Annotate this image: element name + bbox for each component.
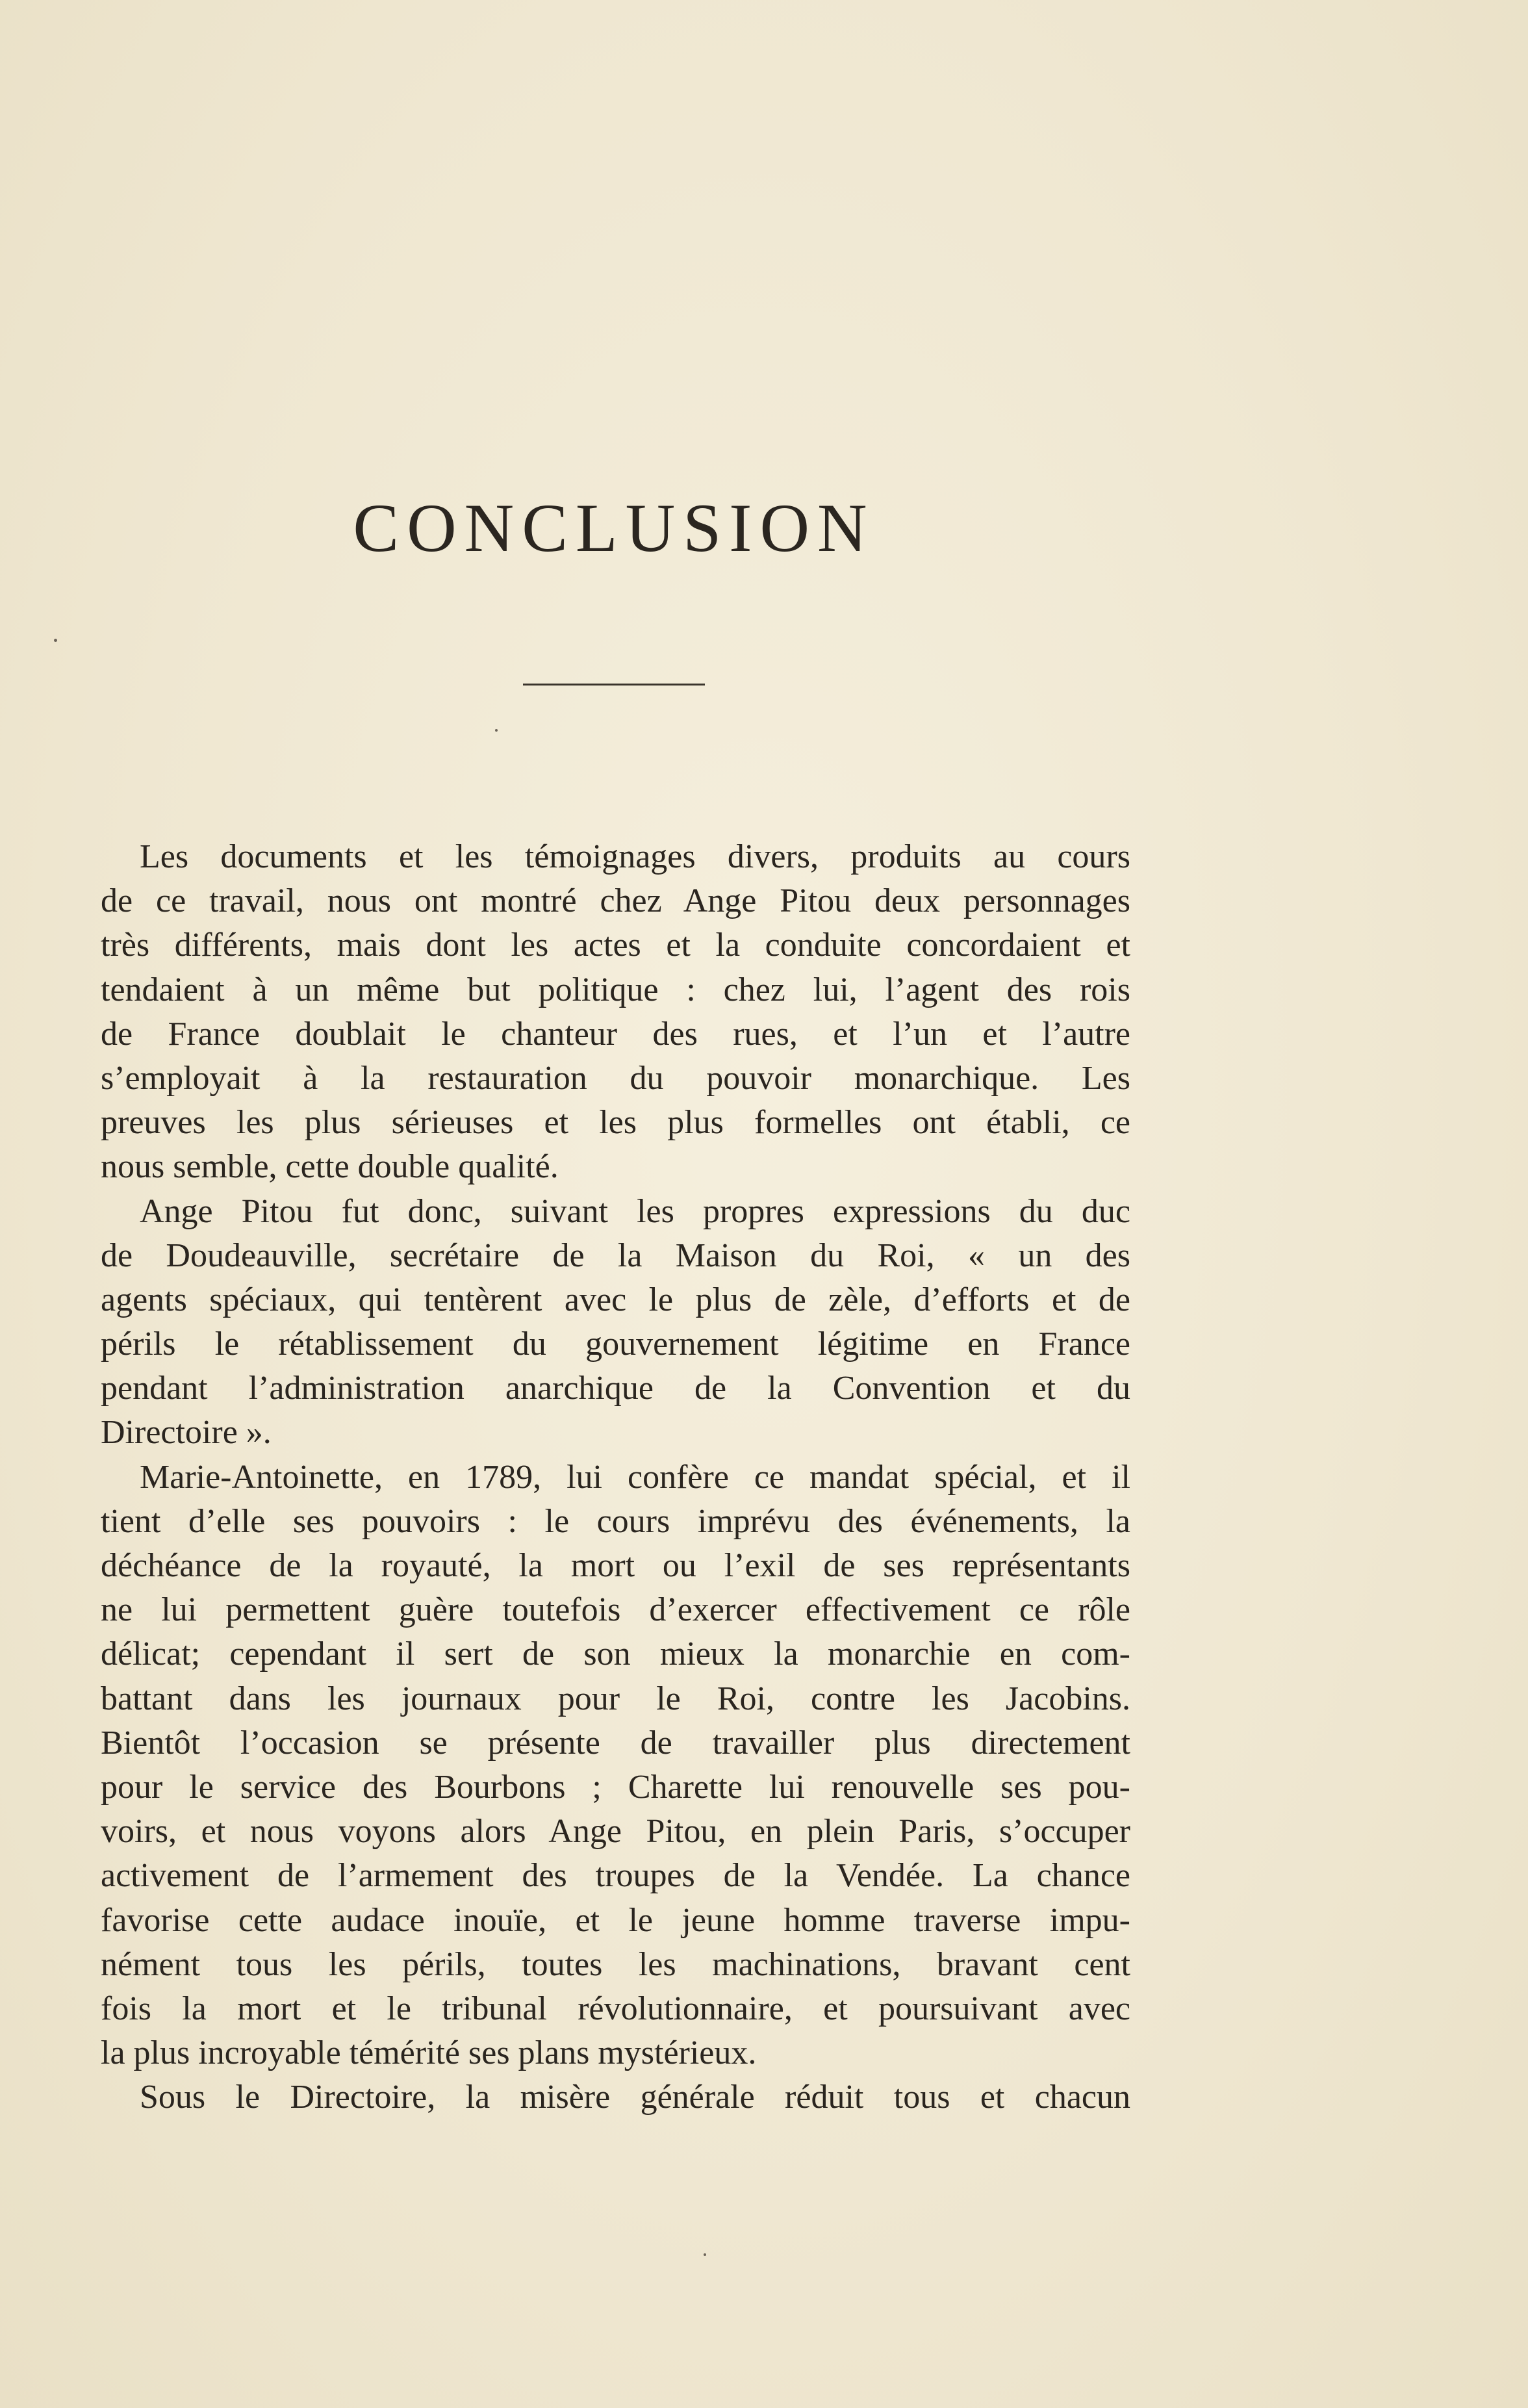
text-line: périls le rétablissement du gouvernement légitime en France bbox=[101, 1326, 1130, 1363]
text-line: nous semble, cette double qualité. bbox=[101, 1148, 559, 1186]
text-line: pendant l’administration anarchique de la Convention et du bbox=[101, 1370, 1130, 1407]
text-line: battant dans les journaux pour le Roi, contre les Jacobins. bbox=[101, 1680, 1130, 1717]
chapter-title: CONCLUSION bbox=[353, 490, 875, 566]
text-line: la plus incroyable témérité ses plans mystérieux. bbox=[101, 2034, 757, 2072]
body-text bbox=[101, 835, 1130, 2120]
text-line: délicat; cependant il sert de son mieux la monarchie en com- bbox=[101, 1635, 1130, 1673]
paper-speck bbox=[495, 729, 498, 732]
paper-speck bbox=[54, 639, 57, 642]
text-line: Les documents et les témoignages divers, produits au cours bbox=[140, 838, 1130, 875]
text-line: agents spéciaux, qui tentèrent avec le plus de zèle, d’efforts et de bbox=[101, 1281, 1130, 1318]
text-line: Bientôt l’occasion se présente de travailler plus directement bbox=[101, 1724, 1130, 1761]
title-divider bbox=[523, 684, 705, 685]
text-line: très différents, mais dont les actes et la conduite concordaient et bbox=[101, 927, 1130, 964]
text-line: déchéance de la royauté, la mort ou l’exil de ses représentants bbox=[101, 1547, 1130, 1584]
text-line: preuves les plus sérieuses et les plus formelles ont établi, ce bbox=[101, 1104, 1130, 1142]
text-line: activement de l’armement des troupes de la Vendée. La chance bbox=[101, 1857, 1130, 1895]
text-line: voirs, et nous voyons alors Ange Pitou, en plein Paris, s’occuper bbox=[101, 1813, 1130, 1851]
text-line: de Doudeauville, secrétaire de la Maison du Roi, « un des bbox=[101, 1236, 1130, 1274]
text-line: Directoire ». bbox=[101, 1414, 272, 1452]
text-line: favorise cette audace inouïe, et le jeune homme traverse impu- bbox=[101, 1901, 1130, 1939]
text-line: Sous le Directoire, la misère générale réduit tous et chacun bbox=[140, 2079, 1130, 2116]
paper-speck bbox=[704, 2253, 706, 2256]
text-line: Ange Pitou fut donc, suivant les propres expressions du duc bbox=[140, 1192, 1130, 1230]
text-line: s’employait à la restauration du pouvoir monarchique. Les bbox=[101, 1059, 1130, 1097]
text-line: tendaient à un même but politique : chez lui, l’agent des rois bbox=[101, 971, 1130, 1008]
text-line: de ce travail, nous ont montré chez Ange Pitou deux personnages bbox=[101, 882, 1130, 920]
text-line: ne lui permettent guère toutefois d’exercer effectivement ce rôle bbox=[101, 1591, 1130, 1629]
text-line: pour le service des Bourbons ; Charette lui renouvelle ses pou- bbox=[101, 1768, 1130, 1806]
text-line: tient d’elle ses pouvoirs : le cours imprévu des événements, la bbox=[101, 1502, 1130, 1540]
text-line: de France doublait le chanteur des rues, et l’un et l’autre bbox=[101, 1015, 1130, 1053]
text-line: fois la mort et le tribunal révolutionnaire, et poursuivant avec bbox=[101, 1990, 1130, 2027]
text-line: nément tous les périls, toutes les machinations, bravant cent bbox=[101, 1945, 1130, 1983]
text-line: Marie-Antoinette, en 1789, lui confère ce mandat spécial, et il bbox=[140, 1458, 1130, 1496]
